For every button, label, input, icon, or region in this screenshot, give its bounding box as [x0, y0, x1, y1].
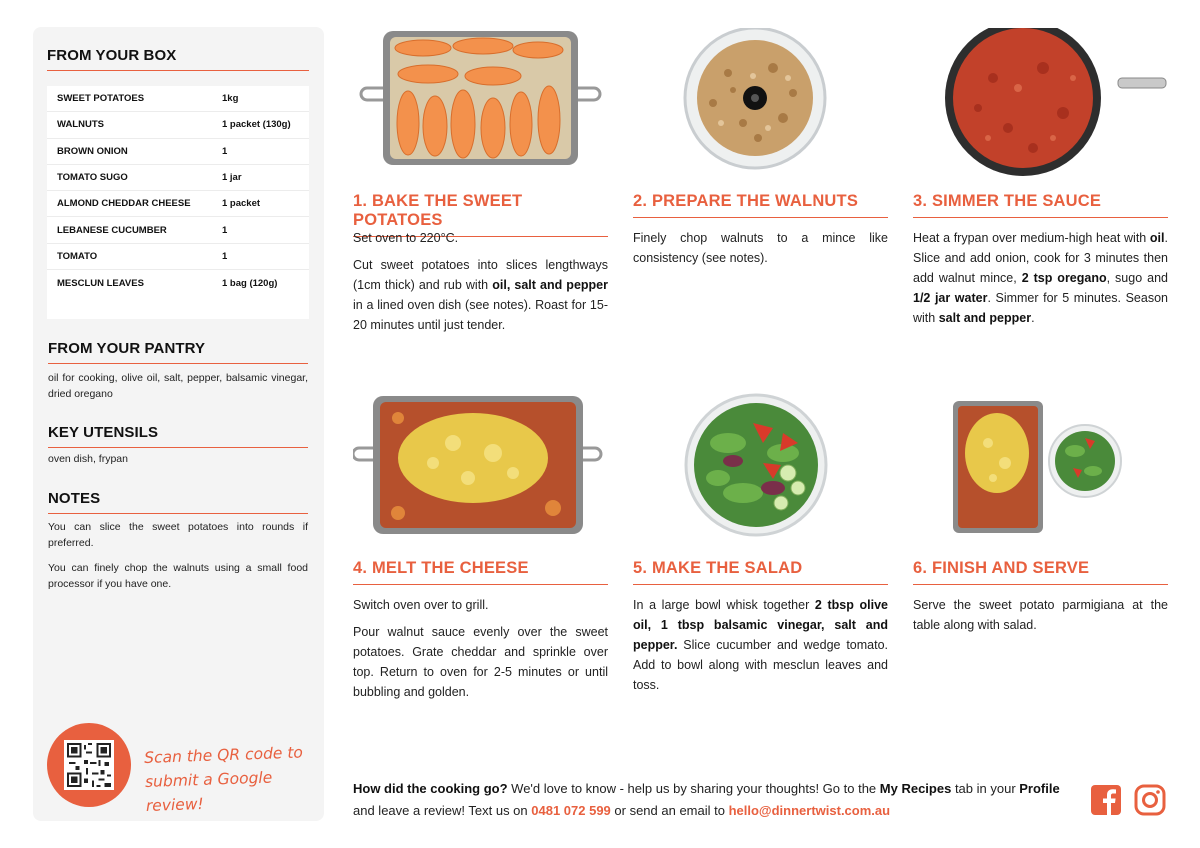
pantry-text: oil for cooking, olive oil, salt, pepper, balsamic vinegar, dried oregano	[48, 372, 308, 400]
utensils-title: KEY UTENSILS	[48, 424, 308, 448]
sauce-in-frypan-image	[913, 28, 1168, 183]
qr-badge	[47, 723, 131, 807]
step-body: Set oven to 220°C. Cut sweet potatoes into slices lengthways (1cm thick) and rub with oil, salt and pepper in a lined oven dish (see notes). Roast for 15-20 minutes until just tender.	[353, 231, 608, 332]
step-title: 6. FINISH AND SERVE	[913, 559, 1168, 585]
step-body: Switch oven over to grill. Pour walnut sauce evenly over the sweet potatoes. Grate cheddar and sprinkle over top. Return to oven for 2-5 minutes or until bubbling and golden.	[353, 598, 608, 699]
notes-title: NOTES	[48, 490, 308, 514]
plated-dish-with-salad-image	[913, 393, 1168, 548]
table-row: TOMATO SUGO 1 jar	[47, 165, 309, 191]
table-row: LEBANESE CUCUMBER 1	[47, 217, 309, 243]
salad-bowl-image	[633, 393, 888, 548]
step-6	[913, 393, 1168, 713]
step-body: Serve the sweet potato parmigiana at the table along with salad.	[913, 598, 1168, 632]
facebook-icon[interactable]	[1090, 784, 1122, 816]
my-recipes-link[interactable]: My Recipes	[879, 781, 952, 796]
sweet-potatoes-in-dish-image	[353, 28, 608, 183]
step-3	[913, 28, 1168, 348]
email-link[interactable]: hello@dinnertwist.com.au	[728, 803, 891, 818]
qr-code[interactable]	[64, 740, 114, 790]
melted-cheese-dish-image	[353, 393, 608, 548]
step-body: Finely chop walnuts to a mince like consistency (see notes).	[633, 231, 888, 265]
step-title: 4. MELT THE CHEESE	[353, 559, 608, 585]
instagram-icon[interactable]	[1134, 784, 1166, 816]
qr-caption: Scan the QR code to submit a Google review!	[143, 743, 304, 815]
table-row: WALNUTS 1 packet (130g)	[47, 112, 309, 138]
box-title: FROM YOUR BOX	[47, 47, 309, 71]
note-item: You can finely chop the walnuts using a small food processor if you have one.	[48, 562, 308, 590]
sidebar	[33, 27, 324, 821]
phone-link[interactable]: 0481 072 599	[531, 803, 611, 818]
utensils-text: oven dish, frypan	[48, 453, 128, 465]
step-2	[633, 28, 888, 348]
step-title: 1. BAKE THE SWEET POTATOES	[353, 192, 608, 237]
table-row: BROWN ONION 1	[47, 139, 309, 165]
table-row: MESCLUN LEAVES 1 bag (120g)	[57, 277, 278, 289]
ingredients-table	[47, 86, 309, 319]
step-body: In a large bowl whisk together 2 tbsp olive oil, 1 tbsp balsamic vinegar, salt and pepper. Slice cucumber and wedge tomato. Add to bowl along with mesclun leaves and toss.	[633, 598, 888, 692]
chopped-walnuts-processor-image	[633, 28, 888, 183]
pantry-title: FROM YOUR PANTRY	[48, 340, 308, 364]
step-title: 5. MAKE THE SALAD	[633, 559, 888, 585]
table-row: TOMATO 1	[47, 244, 309, 270]
step-4	[353, 393, 608, 713]
footer-review-text: How did the cooking go? We'd love to know - help us by sharing your thoughts! Go to the My Recipes tab in your Profile and leave a review! Text us on 0481 072 599 or send an email to hello@dinnertwist.com.au	[353, 781, 1060, 818]
table-row: ALMOND CHEDDAR CHEESE 1 packet	[47, 191, 309, 217]
notes-text	[48, 519, 308, 601]
step-1	[353, 28, 608, 348]
step-5	[633, 393, 888, 713]
step-body: Heat a frypan over medium-high heat with oil. Slice and add onion, cook for 3 minutes then add walnut mince, 2 tsp oregano, sugo and 1/2 jar water. Simmer for 5 minutes. Season with salt and pepper.	[913, 231, 1168, 325]
table-row: SWEET POTATOES 1kg	[47, 86, 309, 112]
note-item: You can slice the sweet potatoes into rounds if preferred.	[48, 521, 308, 549]
step-title: 3. SIMMER THE SAUCE	[913, 192, 1168, 218]
step-title: 2. PREPARE THE WALNUTS	[633, 192, 888, 218]
